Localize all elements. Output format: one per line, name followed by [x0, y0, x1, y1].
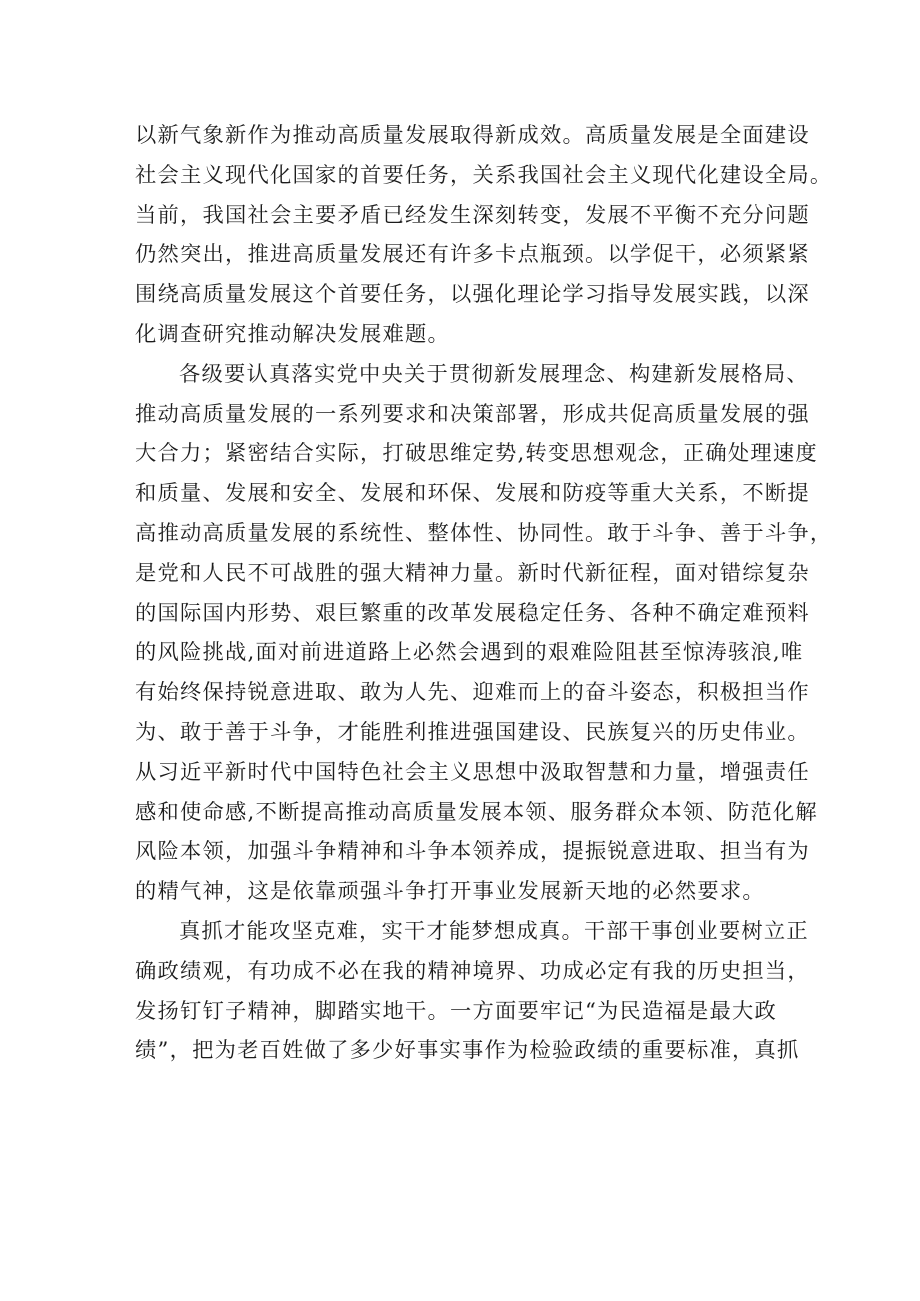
paragraph-start-line: 真抓才能攻坚克难，实干才能梦想成真。干部干事创业要树立正: [179, 918, 809, 944]
text-line: 大合力；紧密结合实际，打破思维定势,转变思想观念，正确处理速度: [135, 441, 818, 467]
text-line: 从习近平新时代中国特色社会主义思想中汲取智慧和力量，增强责任: [135, 759, 810, 785]
text-line: 确政绩观，有功成不必在我的精神境界、功成必定有我的历史担当，: [135, 958, 810, 984]
text-line: 推动高质量发展的一系列要求和决策部署，形成共促高质量发展的强: [135, 401, 810, 427]
text-line: 的精气神，这是依靠顽强斗争打开事业发展新天地的必然要求。: [135, 879, 765, 905]
text-line: 和质量、发展和安全、发展和环保、发展和防疫等重大关系，不断提: [135, 481, 810, 507]
text-line: 的国际国内形势、艰巨繁重的改革发展稳定任务、各种不确定难预料: [135, 600, 810, 626]
text-line: 仍然突出，推进高质量发展还有许多卡点瓶颈。以学促干，必须紧紧: [135, 242, 810, 268]
text-line: 围绕高质量发展这个首要任务，以强化理论学习指导发展实践，以深: [135, 282, 810, 308]
text-line: 为、敢于善于斗争，才能胜利推进强国建设、民族复兴的历史伟业。: [135, 719, 810, 745]
text-line: 高推动高质量发展的系统性、整体性、协同性。敢于斗争、善于斗争，: [135, 520, 833, 546]
text-line: 感和使命感,不断提高推动高质量发展本领、服务群众本领、防范化解: [135, 799, 818, 825]
text-line: 绩”，把为老百姓做了多少好事实事作为检验政绩的重要标准，真抓: [135, 1038, 800, 1064]
paragraph-start-line: 各级要认真落实党中央关于贯彻新发展理念、构建新发展格局、: [179, 361, 809, 387]
text-line: 发扬钉钉子精神，脚踏实地干。一方面要牢记“为民造福是最大政: [135, 998, 778, 1024]
body-text: [135, 116, 833, 1071]
text-line: 化调查研究推动解决发展难题。: [135, 321, 450, 347]
text-line: 是党和人民不可战胜的强大精神力量。新时代新征程，面对错综复杂: [135, 560, 810, 586]
text-line: 风险本领，加强斗争精神和斗争本领养成，提振锐意进取、担当有为: [135, 839, 810, 865]
text-line: 有始终保持锐意进取、敢为人先、迎难而上的奋斗姿态，积极担当作: [135, 680, 810, 706]
text-line: 的风险挑战,面对前进道路上必然会遇到的艰难险阻甚至惊涛骇浪,唯: [135, 640, 804, 666]
text-line: 以新气象新作为推动高质量发展取得新成效。高质量发展是全面建设: [135, 123, 810, 148]
text-line: 社会主义现代化国家的首要任务，关系我国社会主义现代化建设全局。: [135, 162, 833, 188]
text-line: 当前，我国社会主要矛盾已经发生深刻转变，发展不平衡不充分问题: [135, 202, 810, 228]
